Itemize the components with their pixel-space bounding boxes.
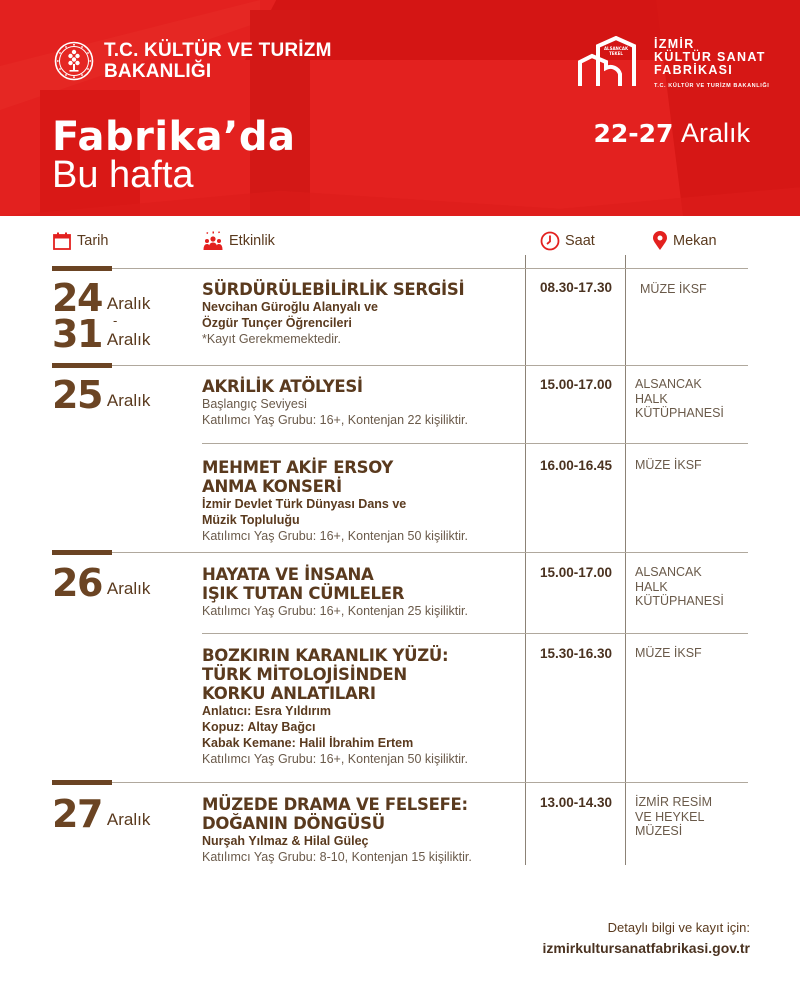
event-note: *Kayıt Gerekmemektedir. — [202, 332, 341, 346]
event-title: MEHMET AKİF ERSOY — [202, 458, 394, 477]
event-venue — [635, 458, 755, 473]
date-accent-bar — [52, 550, 112, 555]
event-title: IŞIK TUTAN CÜMLELER — [202, 584, 405, 603]
column-divider — [525, 255, 526, 865]
row-divider — [52, 365, 748, 366]
event-venue — [635, 646, 755, 661]
column-header-date — [52, 231, 108, 251]
website-link[interactable]: izmirkultursanatfabrikasi.gov.tr — [542, 940, 750, 956]
column-divider — [625, 255, 626, 865]
event-title: ANMA KONSERİ — [202, 477, 342, 496]
column-label: Tarih — [77, 233, 109, 249]
event-item — [202, 458, 522, 544]
ministry-emblem-icon — [54, 41, 94, 81]
event-note: Katılımcı Yaş Grubu: 16+, Kontenjan 25 kişiliktir. — [202, 604, 468, 618]
venue-line: MÜZE İKSF — [640, 282, 707, 296]
column-header-venue — [652, 231, 717, 251]
event-title: KORKU ANLATILARI — [202, 684, 376, 703]
event-title: TÜRK MİTOLOJİSİNDEN — [202, 665, 407, 684]
event-time: 13.00-14.30 — [539, 795, 613, 810]
venue-line: KÜTÜPHANESİ — [635, 594, 724, 608]
clock-icon — [540, 231, 560, 251]
venue-line: ALSANCAK — [635, 377, 702, 391]
date-accent-bar — [52, 266, 112, 271]
event-detail: Kabak Kemane: Halil İbrahim Ertem — [202, 736, 414, 750]
venue-line: MÜZE İKSF — [635, 646, 702, 660]
date-range-month: Aralık — [680, 118, 750, 148]
row-divider — [52, 268, 748, 269]
event-item — [202, 280, 522, 347]
event-note: Katılımcı Yaş Grubu: 16+, Kontenjan 50 kişiliktir. — [202, 752, 468, 766]
event-note: Katılımcı Yaş Grubu: 16+, Kontenjan 50 kişiliktir. — [202, 529, 468, 543]
factory-logo — [578, 36, 769, 91]
footer-info: Detaylı bilgi ve kayıt için: — [607, 920, 750, 935]
event-venue — [640, 282, 760, 297]
people-icon — [202, 231, 224, 251]
factory-building-icon — [578, 36, 646, 88]
factory-name-line: KÜLTÜR SANAT — [654, 50, 766, 64]
venue-line: ALSANCAK — [635, 565, 702, 579]
date-month: Aralık — [106, 330, 151, 349]
event-note: Katılımcı Yaş Grubu: 16+, Kontenjan 22 kişiliktir. — [202, 413, 468, 427]
factory-name-line: FABRİKASI — [654, 63, 734, 77]
event-detail: Nurşah Yılmaz & Hilal Güleç — [202, 834, 369, 848]
date-range — [593, 118, 750, 149]
row-divider — [52, 782, 748, 783]
event-detail: İzmir Devlet Türk Dünyası Dans ve — [202, 497, 407, 511]
svg-text:TEKEL: TEKEL — [609, 51, 623, 56]
venue-line: MÜZE İKSF — [635, 458, 702, 472]
event-venue — [635, 795, 755, 839]
calendar-icon — [52, 231, 72, 251]
factory-name-line: İZMİR — [654, 37, 695, 51]
venue-line: KÜTÜPHANESİ — [635, 406, 724, 420]
event-item — [202, 565, 522, 619]
date-accent-bar — [52, 363, 112, 368]
date — [52, 373, 151, 417]
venue-line: HALK — [635, 391, 668, 406]
date-day: 25 — [52, 373, 102, 417]
event-note: Katılımcı Yaş Grubu: 8-10, Kontenjan 15 kişiliktir. — [202, 850, 472, 864]
date-month: Aralık — [106, 391, 151, 410]
event-title: MÜZEDE DRAMA VE FELSEFE: — [202, 795, 468, 814]
venue-line: İZMİR RESİM — [635, 795, 713, 809]
event-item — [202, 377, 522, 428]
page-title: Fabrika’da — [52, 114, 296, 160]
column-label: Mekan — [673, 233, 717, 249]
row-divider — [202, 633, 748, 634]
event-time: 08.30-17.30 — [539, 280, 613, 295]
event-venue — [635, 565, 755, 609]
event-title: BOZKIRIN KARANLIK YÜZÜ: — [202, 646, 449, 665]
ministry-name-line: BAKANLIĞI — [104, 61, 212, 82]
column-label: Etkinlik — [229, 233, 275, 249]
column-label: Saat — [565, 233, 595, 249]
event-title: DOĞANIN DÖNGÜSÜ — [202, 814, 385, 833]
date-start — [52, 276, 151, 320]
event-venue — [635, 377, 755, 421]
event-title: AKRİLİK ATÖLYESİ — [202, 377, 363, 396]
page-subtitle: Bu hafta — [52, 154, 194, 196]
row-divider — [202, 443, 748, 444]
date-end — [52, 312, 151, 356]
ministry-logo — [54, 40, 332, 82]
date-accent-bar — [52, 780, 112, 785]
date-range-days: 22-27 — [593, 119, 674, 148]
venue-line: HALK — [635, 579, 668, 594]
event-title: HAYATA VE İNSANA — [202, 565, 374, 584]
event-title: SÜRDÜRÜLEBİLİRLİK SERGİSİ — [202, 280, 465, 299]
date-day: 24 — [52, 276, 102, 320]
date-month: Aralık — [106, 579, 151, 598]
event-item — [202, 795, 522, 865]
date-month: Aralık — [106, 810, 151, 829]
date-day: 27 — [52, 792, 102, 836]
date-day: 26 — [52, 561, 102, 605]
event-detail: Müzik Topluluğu — [202, 513, 300, 527]
event-detail: Anlatıcı: Esra Yıldırım — [202, 704, 331, 718]
event-time: 15.30-16.30 — [539, 646, 613, 661]
event-detail: Özgür Tunçer Öğrencileri — [202, 316, 352, 330]
location-pin-icon — [652, 231, 668, 251]
date-day: 31 — [52, 312, 102, 356]
column-header-event — [202, 231, 275, 251]
ministry-name — [104, 40, 332, 82]
ministry-name-line: T.C. KÜLTÜR VE TURİZM — [104, 40, 332, 61]
date-month: Aralık — [106, 294, 151, 313]
event-note: Başlangıç Seviyesi — [202, 397, 307, 411]
event-time: 16.00-16.45 — [539, 458, 613, 473]
venue-line: VE HEYKEL — [635, 809, 705, 824]
date — [52, 561, 151, 605]
event-time: 15.00-17.00 — [539, 377, 613, 392]
event-detail: Nevcihan Güroğlu Alanyalı ve — [202, 300, 378, 314]
event-time: 15.00-17.00 — [539, 565, 613, 580]
svg-text:ALSANCAK: ALSANCAK — [603, 46, 629, 51]
event-item — [202, 646, 522, 767]
hero-banner — [0, 0, 800, 216]
date — [52, 792, 151, 836]
date-range-separator: - — [113, 313, 118, 328]
event-detail: Kopuz: Altay Bağcı — [202, 720, 316, 734]
row-divider — [52, 552, 748, 553]
venue-line: MÜZESİ — [635, 824, 683, 838]
factory-subtitle: T.C. KÜLTÜR VE TURİZM BAKANLIĞI — [654, 83, 770, 89]
factory-name — [654, 38, 769, 91]
column-header-time — [540, 231, 595, 251]
